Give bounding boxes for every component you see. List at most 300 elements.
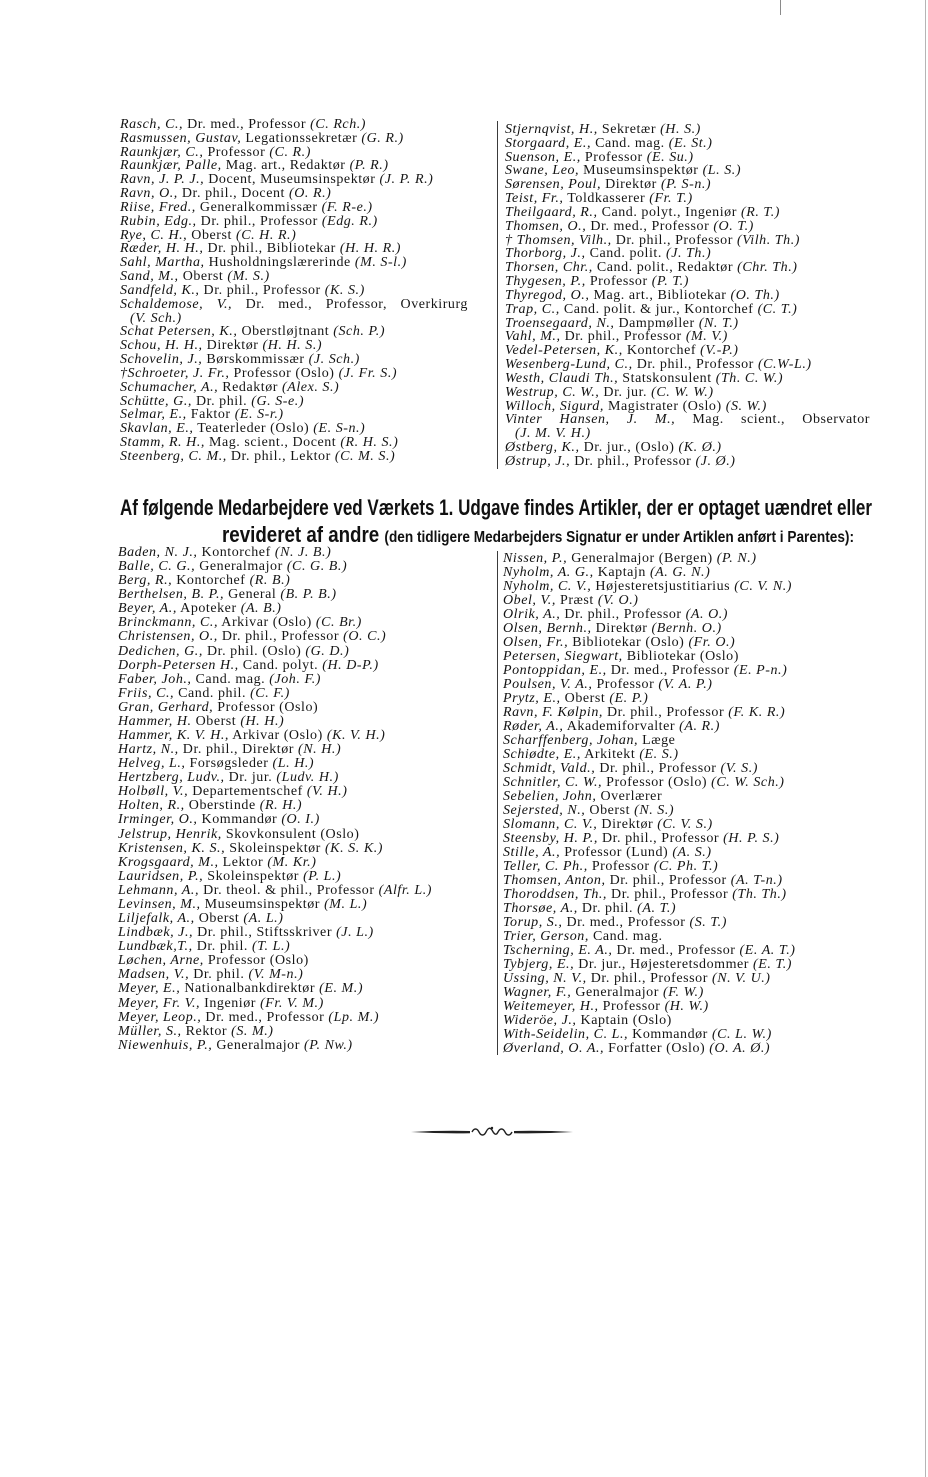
contributor-title: Museumsinspektør	[204, 896, 320, 912]
contributor-signature: (J. L.)	[336, 925, 374, 941]
contributor-entry	[120, 422, 468, 436]
contributor-entry	[505, 137, 870, 151]
contributor-title: Oberst	[191, 227, 232, 243]
contributor-entry	[505, 455, 870, 469]
contributor-name: Hammer, K. V. H.,	[118, 728, 229, 744]
contributor-name: Schat Petersen, K.,	[120, 324, 238, 340]
contributor-title: Generalmajor	[216, 1037, 300, 1053]
contributor-entry	[120, 270, 468, 284]
contributor-name: Teist, Fr.,	[505, 191, 564, 207]
contributor-entry	[505, 247, 870, 261]
contributor-entry	[118, 842, 492, 856]
contributor-name: Friis, C.,	[118, 685, 175, 701]
contributor-title: Kontorchef	[176, 573, 246, 589]
contributor-signature: (V. Sch.)	[130, 310, 182, 326]
contributor-title: Dr. med., Professor	[187, 117, 307, 132]
contributor-title: Højesteretsjustitiarius	[595, 579, 731, 594]
contributor-title: Magistrater (Oslo)	[607, 398, 722, 414]
section-heading-continuation: revideret af andre	[222, 522, 380, 547]
contributor-signature: (N. T.)	[698, 315, 739, 331]
contributor-name: Øverland, O. A.,	[503, 1041, 605, 1056]
contributor-signature: (Alex. S.)	[282, 379, 340, 395]
contributor-name: Schou, H. H.,	[120, 338, 203, 354]
contributor-entry	[503, 622, 880, 636]
contributor-entry	[118, 898, 492, 912]
contributor-entry	[503, 692, 880, 706]
contributor-signature: (H. D-P.)	[322, 657, 379, 673]
contributor-title: Dr. phil., Professor	[615, 232, 733, 248]
contributor-title: Direktør	[595, 621, 648, 636]
contributor-entry	[503, 930, 880, 944]
contributor-title: Dr. phil., Bibliotekar	[207, 241, 336, 257]
contributor-signature: (J. P. R.)	[379, 172, 434, 188]
contributor-entry	[503, 650, 880, 664]
contributor-signature: (C. W. Sch.)	[711, 775, 785, 790]
contributor-title: Arkivar (Oslo)	[221, 615, 312, 631]
contributor-entry	[120, 132, 468, 146]
contributor-entry	[118, 588, 492, 602]
contributor-entry	[118, 982, 492, 996]
contributor-name: Lehmann, A.,	[118, 882, 200, 898]
contributor-signature: (K. Ø.)	[678, 440, 722, 456]
contributor-name: Jelstrup, Henrik,	[118, 826, 222, 842]
contributor-title: Skoleinspektør	[207, 868, 299, 884]
contributor-entry	[503, 776, 880, 790]
contributor-title: Dr. med., Professor	[616, 943, 736, 958]
contributor-signature: (C. V. N.)	[734, 579, 792, 594]
contributor-name: Baden, N. J.,	[118, 545, 198, 560]
contributor-name: Rasmussen, Gustav,	[120, 130, 242, 146]
contributor-entry	[503, 1000, 880, 1014]
contributor-title: Dr. jur.	[228, 770, 273, 786]
contributor-title: Dr. phil.	[196, 939, 248, 955]
contributor-title: Professor	[596, 677, 655, 692]
contributor-entry	[503, 720, 880, 734]
contributor-signature: (E. P-n.)	[733, 663, 788, 678]
contributor-title: Kontorchef	[201, 545, 271, 560]
contributor-entry	[118, 785, 492, 799]
contributor-name: Vahl, M.,	[505, 329, 561, 345]
contributor-name: Petersen, Siegwart,	[503, 649, 623, 664]
contributor-title: Lektor	[222, 854, 264, 870]
contributor-signature: (G. D.)	[305, 643, 350, 659]
contributor-signature: (C. Br.)	[315, 615, 362, 631]
contributor-signature: (L. S.)	[702, 163, 742, 179]
contributor-title: Cand. polit. & jur., Kontorchef	[563, 301, 754, 317]
contributor-entry	[503, 1042, 880, 1056]
contributor-entry	[503, 874, 880, 888]
contributor-entry	[503, 790, 880, 804]
contributor-title: Cand. phil.	[178, 685, 247, 701]
contributor-title: Overlærer	[600, 789, 663, 804]
contributor-name: Meyer, Fr. V.,	[118, 995, 201, 1011]
contributor-name: Sørensen, Poul,	[505, 177, 601, 193]
contributor-signature: (Lp. M.)	[328, 1009, 380, 1025]
contributor-title: Forsøgsleder	[189, 756, 269, 772]
contributor-title: Dr. phil., Professor	[590, 971, 708, 986]
contributor-title: Professor (Oslo)	[217, 699, 319, 715]
contributor-name: Vedel-Petersen, K.,	[505, 343, 623, 359]
contributor-title: Dr. phil., Professor	[200, 213, 318, 229]
contributor-title: Redaktør	[222, 379, 278, 395]
contributor-title: Dr. phil.	[195, 393, 248, 409]
contributor-entry	[505, 164, 870, 178]
contributor-name: Rasch, C.,	[120, 117, 184, 132]
contributor-signature: (F. R-e.)	[321, 199, 373, 215]
contributor-signature: (P. Nw.)	[304, 1037, 353, 1053]
contributor-title: Cand. polyt., Ingeniør	[601, 204, 737, 220]
contributor-entry	[118, 1011, 492, 1025]
contributor-entry	[118, 630, 492, 644]
contributor-name: Steensby, H. P.,	[503, 831, 598, 846]
contributor-name: Meyer, Leop.,	[118, 1009, 202, 1025]
contributor-signature: (E. S-r.)	[234, 407, 284, 423]
contributor-name: Poulsen, V. A.,	[503, 677, 593, 692]
contributor-name: Raunkjær, C.,	[120, 144, 204, 160]
contributor-name: Raunkjær, Palle,	[120, 158, 222, 174]
contributor-signature: (Joh. F.)	[269, 671, 322, 687]
contributor-signature: (R. H. S.)	[340, 435, 399, 451]
contributor-name: Trier, Gerson,	[503, 929, 589, 944]
contributor-entry	[118, 1039, 492, 1053]
contributor-entry	[503, 636, 880, 650]
contributor-entry	[503, 706, 880, 720]
contributor-list-top-left	[120, 118, 468, 464]
contributor-signature: (E. St.)	[668, 135, 713, 151]
contributor-name: Sahl, Martha,	[120, 255, 205, 271]
contributor-title: Dr. med., Professor, Overkirurg	[245, 296, 468, 312]
contributor-name: Nyholm, C. V.,	[503, 579, 592, 594]
contributor-signature: (Vilh. Th.)	[737, 232, 800, 248]
contributor-name: Troensegaard, N.,	[505, 315, 615, 331]
contributor-name: Hartz, N.,	[118, 742, 179, 758]
contributor-entry	[505, 220, 870, 234]
contributor-entry	[503, 846, 880, 860]
contributor-name: † Thomsen, Vilh.,	[505, 232, 612, 248]
contributor-name: †Schroeter, J. Fr.,	[120, 365, 230, 381]
contributor-signature: (P. L.)	[303, 868, 342, 884]
contributor-name: Østberg, K.,	[505, 440, 580, 456]
contributor-entry	[118, 954, 492, 968]
contributor-entry	[503, 762, 880, 776]
contributor-entry	[118, 616, 492, 630]
contributor-name: Krogsgaard, M.,	[118, 854, 219, 870]
contributor-name: Christensen, O.,	[118, 629, 218, 645]
contributor-signature: (A. L.)	[243, 911, 284, 927]
contributor-entry	[118, 574, 492, 588]
contributor-entry-continuation	[120, 312, 468, 326]
contributor-title: Læge	[642, 733, 676, 748]
contributor-entry	[505, 413, 870, 427]
contributor-title: Husholdningslærerinde	[208, 255, 351, 271]
contributor-name: Østrup, J.,	[505, 453, 571, 469]
contributor-entry	[118, 645, 492, 659]
contributor-name: Lundbæk,T.,	[118, 939, 193, 955]
contributor-title: Professor (Lund)	[564, 845, 669, 860]
contributor-signature: (O. I.)	[281, 812, 320, 828]
contributor-signature: (N. H.)	[298, 742, 342, 758]
contributor-name: Schütte, G.,	[120, 393, 192, 409]
contributor-title: Dr. phil., Professor	[599, 761, 717, 776]
contributor-name: Willoch, Sigurd,	[505, 398, 604, 414]
contributor-entry	[505, 192, 870, 206]
contributor-title: Cand. mag.	[595, 135, 665, 151]
contributor-name: Suenson, E.,	[505, 149, 581, 165]
contributor-signature: (H. H.)	[240, 713, 285, 729]
contributor-signature: (C. H. R.)	[235, 227, 297, 243]
contributor-title: Nationalbankdirektør	[184, 981, 316, 997]
contributor-title: Dr. phil., Professor	[564, 607, 682, 622]
contributor-signature: (E. A. T.)	[739, 943, 796, 958]
contributor-title: Dr. phil., Professor	[601, 831, 720, 846]
contributor-name: Tscherning, E. A.,	[503, 943, 613, 958]
contributor-entry	[505, 123, 870, 137]
contributor-entry	[503, 566, 880, 580]
contributor-signature: (K. S. K.)	[324, 840, 383, 856]
contributor-title: Generalkommissær	[199, 199, 318, 215]
contributor-entry	[118, 968, 492, 982]
contributor-title: Mag. art., Bibliotekar	[593, 287, 727, 303]
contributor-title: Professor (Oslo)	[606, 775, 708, 790]
contributor-entry	[118, 828, 492, 842]
contributor-entry	[505, 386, 870, 400]
contributor-name: Prytz, E.,	[503, 691, 561, 706]
contributor-signature: (Fr. O.)	[688, 635, 736, 650]
contributor-entry	[120, 339, 468, 353]
contributor-title: Direktør	[605, 177, 657, 193]
contributor-entry	[120, 325, 468, 339]
contributor-signature: (V.-P.)	[700, 343, 739, 359]
contributor-name: Vinter Hansen, J. M.,	[505, 412, 676, 428]
contributor-entry	[118, 546, 492, 560]
contributor-entry	[503, 804, 880, 818]
contributor-title: Kontorchef	[626, 343, 697, 359]
contributor-entry	[118, 997, 492, 1011]
contributor-title: Dr. jur., Højesteretsdommer	[578, 957, 749, 972]
scan-edge-tick	[780, 0, 781, 15]
contributor-title: Dr. phil., Professor	[574, 453, 692, 469]
contributor-name: Westh, Claudi Th.,	[505, 370, 619, 386]
contributor-signature: (C.W-L.)	[757, 357, 812, 373]
contributor-name: Schovelin, J.,	[120, 352, 203, 368]
contributor-name: Torup, S.,	[503, 915, 563, 930]
contributor-name: Thomsen, Anton,	[503, 873, 606, 888]
contributor-entry	[503, 678, 880, 692]
contributor-signature: (O. A. Ø.)	[709, 1041, 771, 1056]
contributor-entry	[505, 206, 870, 220]
contributor-signature: (P. T.)	[651, 274, 689, 290]
contributor-signature: (P. N.)	[716, 551, 757, 566]
contributor-signature: (N. S.)	[634, 803, 675, 818]
contributor-signature: (F. W.)	[662, 985, 704, 1000]
contributor-name: Ravn, J. P. J.,	[120, 172, 205, 188]
contributor-title: Oberst	[195, 713, 237, 729]
contributor-signature: (C. R.)	[269, 144, 311, 160]
contributor-entry	[505, 151, 870, 165]
contributor-title: Dr. phil., Lektor	[230, 448, 331, 464]
contributor-entry	[120, 173, 468, 187]
contributor-entry	[118, 771, 492, 785]
contributor-title: Dr. jur., (Oslo)	[583, 440, 675, 456]
contributor-signature: (C. Ph. T.)	[653, 859, 719, 874]
contributor-entry	[503, 986, 880, 1000]
contributor-signature: (C. G. B.)	[286, 559, 348, 575]
contributor-signature: (P. S-n.)	[660, 177, 712, 193]
contributor-signature: (T. L.)	[252, 939, 291, 955]
contributor-name: Balle, C. G.,	[118, 559, 196, 575]
contributor-title: Docent, Museumsinspektør	[208, 172, 376, 188]
contributor-title: Arkivar (Oslo)	[232, 728, 323, 744]
column-rule-top	[497, 121, 498, 469]
section-heading-note: (den tidligere Medarbejders Signatur er under Artiklen anført i Parentes):	[384, 529, 854, 546]
contributor-title: Museumsinspektør	[583, 163, 699, 179]
contributor-list-bottom-right	[503, 552, 880, 1056]
contributor-entry	[503, 818, 880, 832]
contributor-entry	[118, 799, 492, 813]
contributor-entry	[120, 118, 468, 132]
contributor-signature: (Bernh. O.)	[651, 621, 722, 636]
contributor-signature: (F. K. R.)	[728, 705, 786, 720]
contributor-name: Rye, C. H.,	[120, 227, 188, 243]
contributor-entry	[120, 187, 468, 201]
contributor-signature: (G. S-e.)	[251, 393, 305, 409]
contributor-title: Cand. polit., Redaktør	[596, 260, 734, 276]
contributor-signature: (L. H.)	[272, 756, 315, 772]
contributor-title: Oberst	[564, 691, 606, 706]
contributor-entry	[118, 1025, 492, 1039]
contributor-name: Berg, R.,	[118, 573, 173, 589]
contributor-entry	[505, 261, 870, 275]
contributor-name: Hammer, H.	[118, 713, 192, 729]
contributor-title: Mag. scient., Observator	[692, 412, 870, 428]
contributor-signature: (S. M.)	[231, 1023, 274, 1039]
contributor-signature: (A. B.)	[240, 601, 282, 617]
contributor-signature: (O. T.)	[713, 218, 754, 234]
contributor-signature: (C. W. W.)	[651, 384, 714, 400]
contributor-name: Storgaard, E.,	[505, 135, 591, 151]
contributor-name: Teller, C. Ph.,	[503, 859, 588, 874]
contributor-signature: (R. B.)	[249, 573, 291, 589]
contributor-name: Stamm, R. H.,	[120, 435, 205, 451]
contributor-name: Lindbæk, J.,	[118, 925, 194, 941]
contributor-signature: (A. O.)	[685, 607, 728, 622]
contributor-entry	[118, 940, 492, 954]
contributor-name: Pontoppidan, E.,	[503, 663, 607, 678]
contributor-title: Præst	[559, 593, 594, 608]
contributor-name: Wideröe, J.,	[503, 1013, 577, 1028]
contributor-entry	[503, 748, 880, 762]
contributor-entry	[505, 330, 870, 344]
contributor-entry	[120, 159, 468, 173]
contributor-signature: (Edg. R.)	[321, 213, 378, 229]
contributor-title: Dr. med., Professor	[590, 218, 710, 234]
contributor-name: Nissen, P.,	[503, 551, 568, 566]
contributor-title: Faktor	[190, 407, 231, 423]
contributor-title: Mag. scient., Docent	[209, 435, 337, 451]
contributor-entry-continuation	[505, 427, 870, 441]
contributor-entry	[118, 743, 492, 757]
contributor-entry	[505, 275, 870, 289]
contributor-signature: (Chr. Th.)	[737, 260, 798, 276]
contributor-entry	[118, 659, 492, 673]
contributor-signature: (K. S.)	[324, 282, 365, 298]
contributor-entry	[505, 178, 870, 192]
contributor-title: Professor	[591, 859, 650, 874]
contributor-entry	[503, 594, 880, 608]
contributor-name: Liljefalk, A.,	[118, 911, 195, 927]
contributor-name: Slomann, C. V.,	[503, 817, 598, 832]
contributor-entry	[118, 813, 492, 827]
contributor-signature: (M. V.)	[685, 329, 728, 345]
contributor-entry	[505, 372, 870, 386]
contributor-signature: (M. L.)	[324, 896, 368, 912]
contributor-signature: (C. T.)	[757, 301, 798, 317]
contributor-name: Levinsen, M.,	[118, 896, 201, 912]
contributor-name: Ræder, H. H.,	[120, 241, 204, 257]
contributor-title: Direktør	[206, 338, 259, 354]
contributor-name: Thorsen, Chr.,	[505, 260, 593, 276]
contributor-entry	[120, 256, 468, 270]
contributor-entry	[120, 201, 468, 215]
contributor-entry	[120, 367, 468, 381]
contributor-signature: (V. A. P.)	[658, 677, 713, 692]
contributor-entry	[120, 215, 468, 229]
contributor-name: Faber, Joh.,	[118, 671, 192, 687]
contributor-signature: (C. V. S.)	[657, 817, 713, 832]
contributor-title: Dr. phil., Professor	[607, 705, 725, 720]
contributor-name: Thorsøe, A.,	[503, 901, 578, 916]
contributor-signature: (A. S.)	[672, 845, 712, 860]
contributor-entry	[505, 400, 870, 414]
contributor-signature: (Ludv. H.)	[276, 770, 339, 786]
contributor-title: Dr. phil.	[193, 967, 245, 983]
contributor-title: Professor	[602, 999, 661, 1014]
contributor-title: Forfatter (Oslo)	[608, 1041, 706, 1056]
contributor-title: Direktør	[601, 817, 654, 832]
contributor-signature: (M. S.)	[227, 269, 270, 285]
scan-edge-right	[925, 0, 926, 1477]
contributor-title: Dr. phil., Stiftsskriver	[197, 925, 333, 941]
contributor-title: Bibliotekar (Oslo)	[626, 649, 739, 664]
contributor-name: Rubin, Edg.,	[120, 213, 197, 229]
contributor-entry	[120, 450, 468, 464]
contributor-title: Cand. polit.	[589, 246, 662, 262]
contributor-title: Dr. phil., Professor	[221, 629, 340, 645]
contributor-title: Kaptajn	[597, 565, 646, 580]
contributor-name: Tybjerg, E.,	[503, 957, 575, 972]
contributor-signature: (K. V. H.)	[326, 728, 386, 744]
contributor-list-top-right	[505, 123, 870, 469]
contributor-title: Oberstinde	[188, 798, 256, 814]
contributor-title: Dr. med., Professor	[205, 1009, 325, 1025]
contributor-name: With-Seidelin, C. L.,	[503, 1027, 629, 1042]
contributor-entry	[503, 734, 880, 748]
contributor-title: Generalmajor (Bergen)	[571, 551, 713, 566]
contributor-signature: (C. L. W.)	[711, 1027, 772, 1042]
contributor-signature: (H. S.)	[660, 122, 701, 137]
contributor-name: Madsen, V.,	[118, 967, 190, 983]
contributor-title: Kaptain (Oslo)	[580, 1013, 672, 1028]
contributor-title: Kommandør	[201, 812, 278, 828]
contributor-name: Olsen, Bernh.,	[503, 621, 592, 636]
contributor-entry	[503, 972, 880, 986]
contributor-entry	[505, 289, 870, 303]
contributor-entry	[503, 1014, 880, 1028]
contributor-name: Weitemeyer, H.,	[503, 999, 599, 1014]
contributor-signature: (J. Ø.)	[695, 453, 736, 469]
contributor-signature: (E. S.)	[639, 747, 679, 762]
contributor-title: Mag. art., Redaktør	[225, 158, 346, 174]
